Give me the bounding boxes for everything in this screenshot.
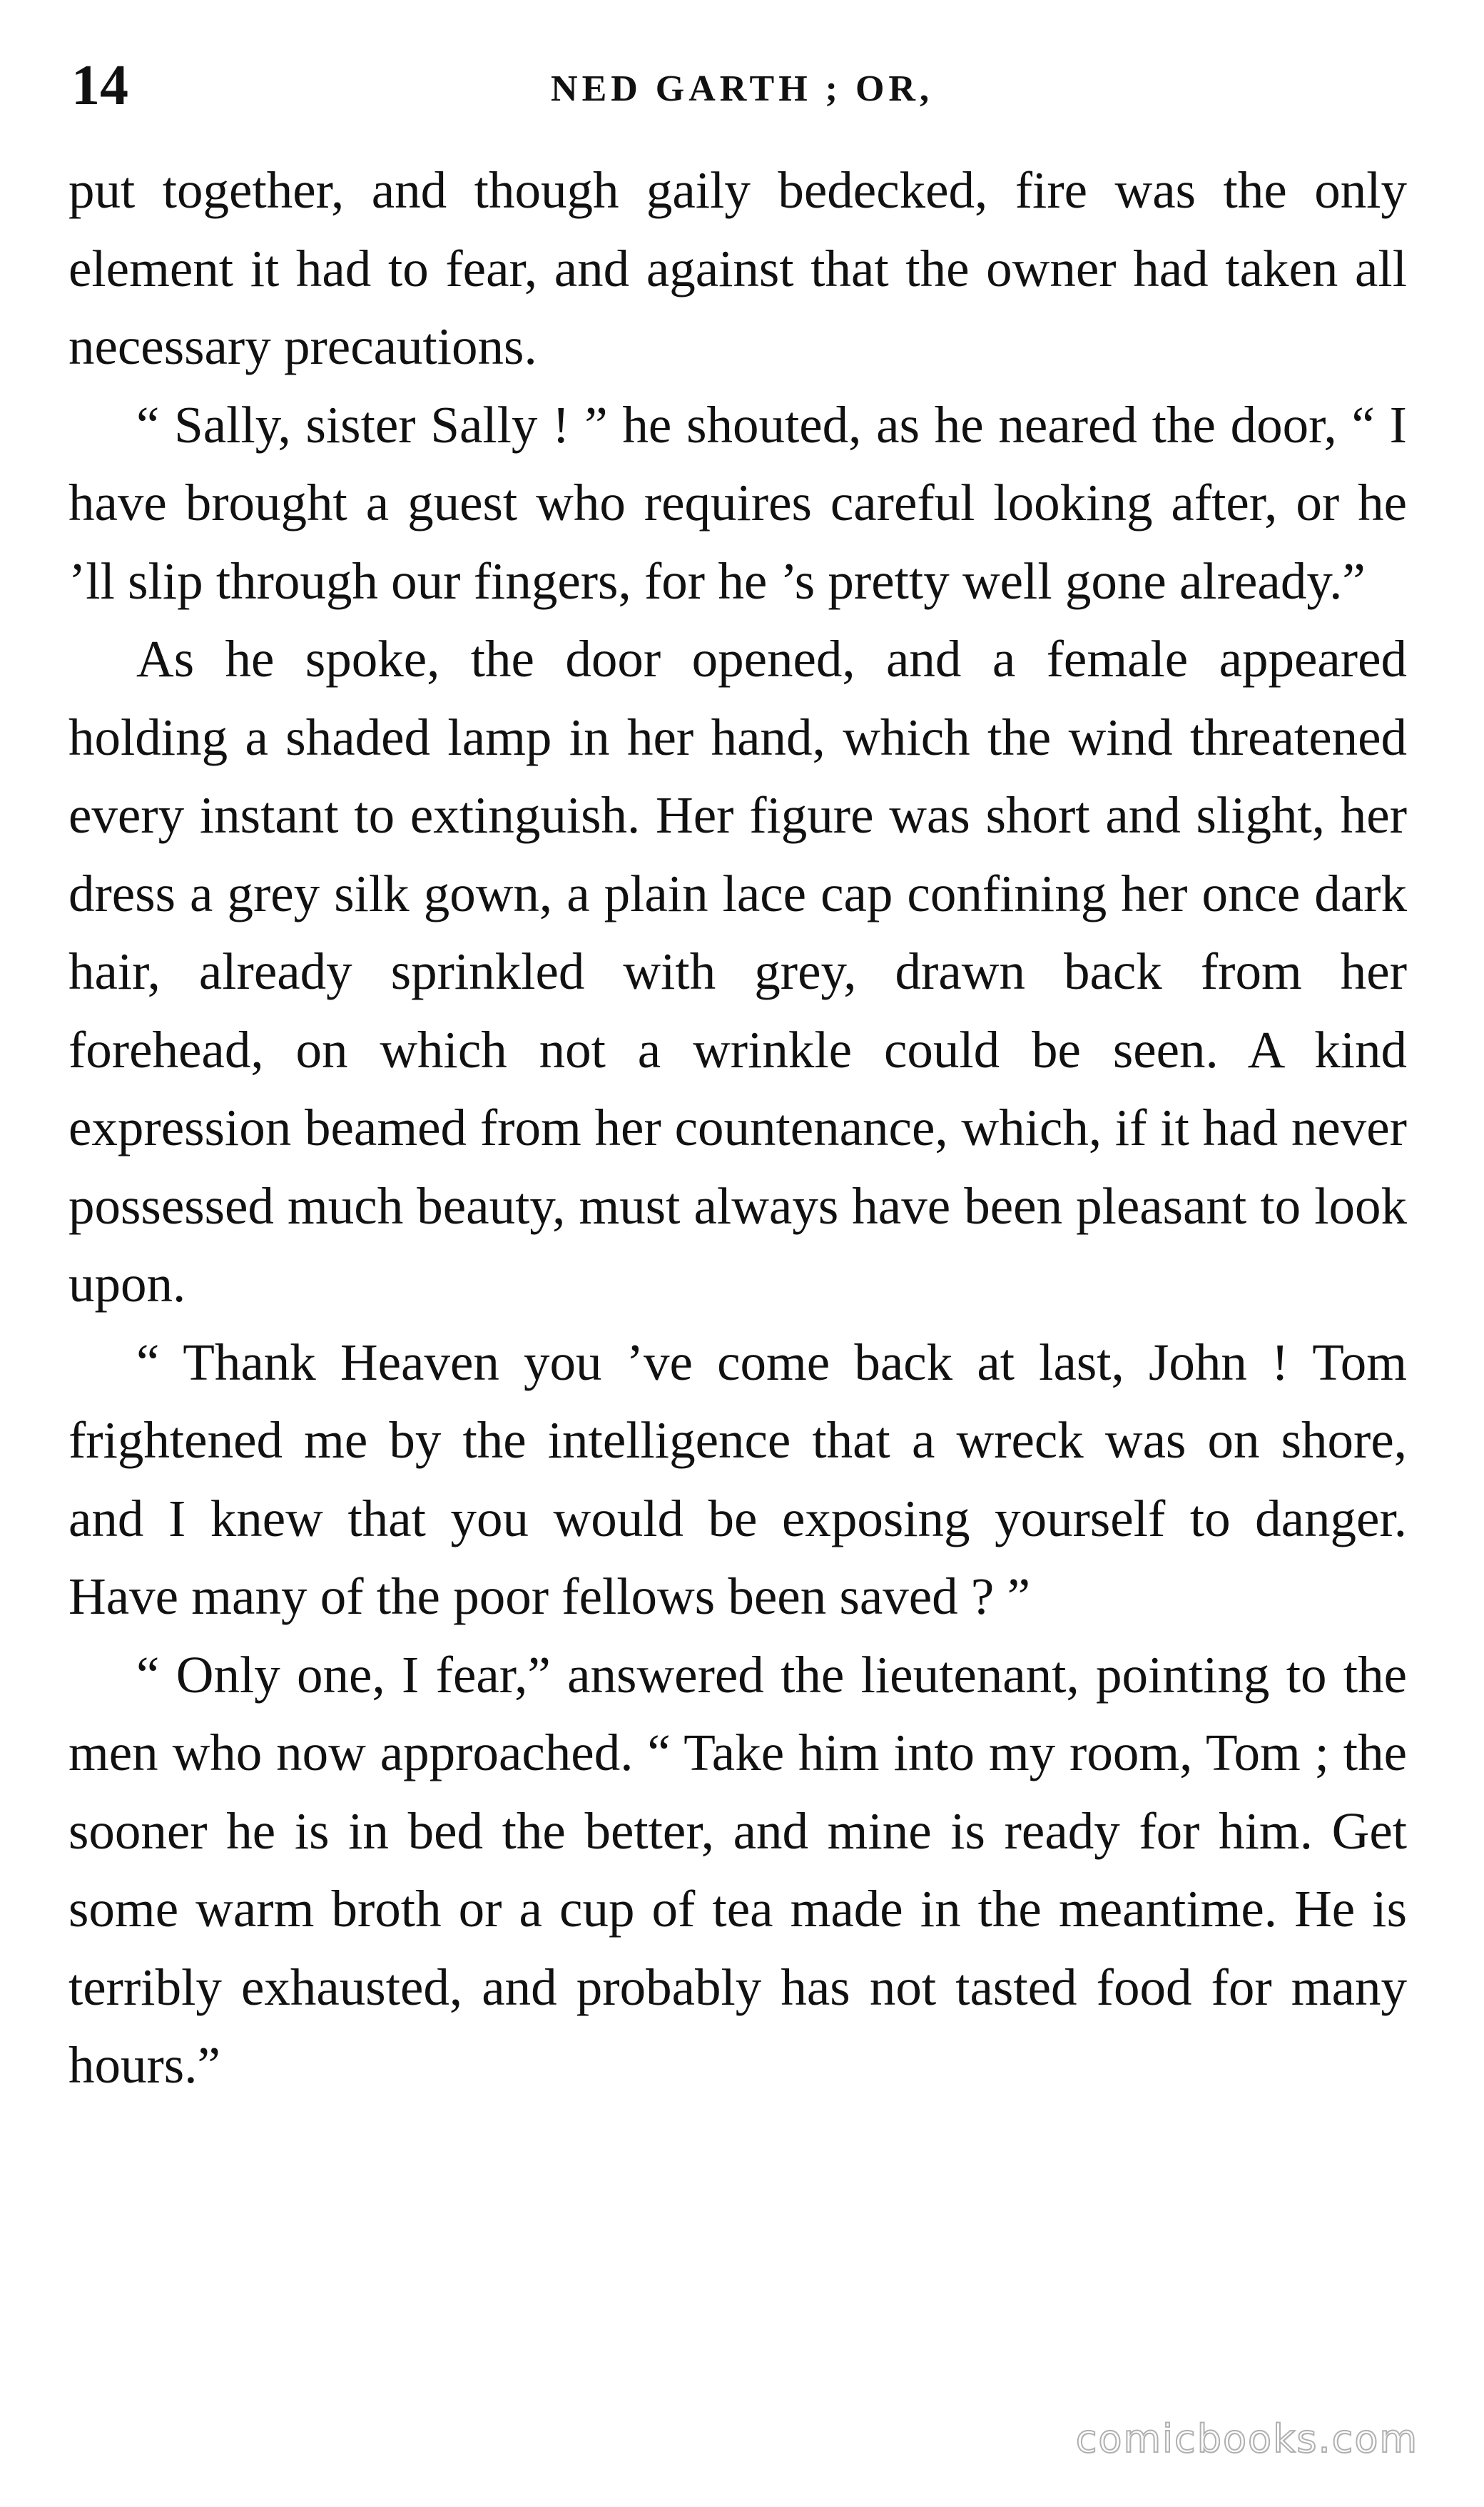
body-text <box>68 151 1407 2105</box>
running-head: NED GARTH ; OR, <box>551 68 933 109</box>
paragraph-continuation: put together, and though gaily bedecked, fire was the only element it had to fear, and against that the owner had taken all necessary precautions. <box>68 161 1407 375</box>
page-number: 14 <box>71 54 128 117</box>
paragraph-only-one: “ Only one, I fear,” answered the lieutenant, pointing to the men who now approached. “ Take him into my room, Tom ; the sooner he is in bed the better, and mine is ready for him. Get some warm broth or a cup of tea made in the meantime. He is terribly exhausted, and probably has not tasted food for many hours.” <box>68 1645 1407 2094</box>
paragraph-sally-dialogue: “ Sally, sister Sally ! ” he shouted, as he neared the door, “ I have brought a guest who requires careful looking after, or he ’ll slip through our fingers, for he ’s pretty well gone already.” <box>68 395 1407 610</box>
paragraph-thank-heaven: “ Thank Heaven you ’ve come back at last, John ! Tom frightened me by the intelligence that a wreck was on shore, and I knew that you would be exposing yourself to danger. Have many of the poor fellows been saved ? ” <box>68 1333 1407 1625</box>
watermark: comicbooks.com <box>1075 2416 1418 2461</box>
page-header <box>71 50 1413 128</box>
paragraph-female-description: As he spoke, the door opened, and a female appeared holding a shaded lamp in her hand, which the wind threatened every instant to extinguish. Her figure was short and slight, her dress a grey silk gown, a plain lace cap confining her once dark hair, already sprinkled with grey, drawn back from her forehead, on which not a wrinkle could be seen. A kind expression beamed from her countenance, which, if it had never possessed much beauty, must always have been pleasant to look upon. <box>68 630 1407 1313</box>
